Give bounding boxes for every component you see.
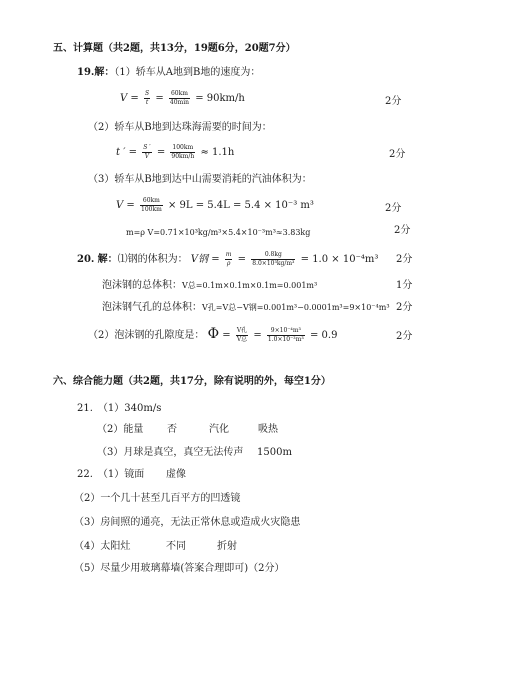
- q19-p3-frac: $\frac{60km}{100km}$: [141, 197, 162, 213]
- q22-line4a: （4）太阳灶: [74, 541, 131, 552]
- q19-p1-formula: [120, 90, 245, 107]
- q20-p2-result: = 0.9: [309, 330, 338, 341]
- q19-p3-formula: [116, 197, 314, 214]
- q20-p2-text: （2）泡沫钢的孔隙度是：: [88, 330, 205, 341]
- q20-p1-frac-mrho: $\frac{m}{\rho}$: [225, 251, 232, 267]
- q20-p1-vsym: V钢: [190, 254, 209, 265]
- q19-p1-eq1: =: [130, 93, 139, 104]
- q22-line2: （2）一个几十甚至几百平方的凹透镜: [74, 493, 241, 504]
- q22-line1a: 22. （1）镜面: [77, 469, 145, 480]
- q20-part1: [77, 251, 378, 268]
- q19-p2-result: ≈ 1.1h: [200, 147, 235, 158]
- q20-pore-total-expr: V孔=V总−V钢=0.001m³−0.0001m³=9×10⁻⁴m³: [202, 303, 390, 312]
- q20-p2-eq2: =: [253, 330, 262, 341]
- q22-line5: （5）尽量少用玻璃幕墙(答案合理即可)（2分）: [74, 563, 285, 574]
- q19-p3-points: 2分: [385, 203, 402, 214]
- q20-foam-total: [102, 279, 317, 293]
- q19-p1-eq2: =: [155, 93, 164, 104]
- q19-p1-result: = 90km/h: [195, 93, 245, 104]
- q21-line2c: 汽化: [209, 424, 229, 435]
- q22-line3: （3）房间照的通亮，无法正常休息或造成火灾隐患: [74, 517, 301, 528]
- q20-part2: [88, 327, 337, 344]
- q20-p1-text: ⑴钢的体积为：: [117, 254, 188, 265]
- q20-pore-total-points: 2分: [396, 302, 413, 313]
- q19-p2-eq2: =: [156, 147, 166, 158]
- q19-p1-frac-st: $\frac{S}{t}$: [145, 90, 150, 106]
- q20-p2-points: 2分: [396, 331, 413, 342]
- q22-line4b: 不同: [166, 541, 186, 552]
- q19-p2-intro: （2）轿车从B地到达珠海需要的时间为：: [88, 122, 272, 133]
- section-6-heading: 六、综合能力题（共2题，共17分，除有说明的外，每空1分）: [53, 376, 331, 387]
- q19-p3-intro: （3）轿车从B地到达中山需要消耗的汽油体积为：: [88, 174, 312, 185]
- q20-p1-eq2: =: [237, 254, 247, 265]
- q19-p3-mass: m=ρ V=0.71×10³kg/m³×5.4×10⁻³m³≈3.83kg: [126, 228, 311, 237]
- q20-p2-frac-ratio: $\frac{\text{V孔}}{\text{V总}}$: [236, 327, 248, 343]
- q19-p1-frac-values: $\frac{60km}{40\min}$: [169, 90, 189, 106]
- q19-p3-v: V: [116, 200, 124, 211]
- q21-line1: 21. （1）340m/s: [77, 403, 162, 414]
- q19-p2-formula: [116, 144, 234, 161]
- section-5-heading: 五、计算题（共2题，共13分，19题6分，20题7分）: [53, 43, 296, 54]
- q19-part1-intro: [77, 66, 260, 80]
- q20-foam-total-expr: V总=0.1m×0.1m×0.1m=0.001m³: [182, 281, 318, 290]
- q20-jie: 解：: [97, 254, 118, 265]
- q20-p1-result: = 1.0 × 10⁻⁴m³: [300, 254, 379, 265]
- q21-line2d: 吸热: [258, 424, 278, 435]
- q19-jie: 解：: [94, 67, 115, 78]
- q21-line2a: （2）能量: [97, 424, 144, 435]
- q19-p2-t: t ′: [116, 147, 126, 158]
- q20-p1-points: 2分: [396, 254, 413, 265]
- q19-p3-result: × 9L = 5.4L = 5.4 × 10⁻³ m³: [167, 200, 314, 211]
- q20-pore-total: [102, 301, 390, 315]
- q19-p1-v: V: [120, 93, 128, 104]
- q21-line2b: 否: [167, 424, 177, 435]
- q19-p2-points: 2分: [389, 149, 406, 160]
- q22-line1b: 虚像: [166, 469, 186, 480]
- q20-foam-total-text: 泡沫钢的总体积：: [102, 280, 182, 291]
- q20-p2-phi: Φ: [207, 326, 220, 342]
- q19-p3-eq: =: [126, 200, 135, 211]
- q19-p1-text: （1）轿车从A地到B地的速度为：: [114, 67, 261, 78]
- q19-p3-mass-points: 2分: [394, 225, 411, 236]
- q20-p2-eq1: =: [222, 330, 231, 341]
- q20-foam-total-points: 1分: [396, 280, 413, 291]
- q22-line4c: 折射: [217, 541, 237, 552]
- q20-p1-eq1: =: [211, 254, 220, 265]
- q20-p1-frac-values: $\frac{0.8kg}{\text{8.0×10³kg/m³}}$: [252, 251, 295, 267]
- q21-line3b: 1500m: [257, 447, 292, 458]
- q19-p2-frac-sv: $\frac{S '}{V}$: [143, 144, 151, 160]
- q21-line3a: （3）月球是真空，真空无法传声: [97, 447, 244, 458]
- q19-p1-points: 2分: [385, 96, 402, 107]
- q20-pore-total-text: 泡沫钢气孔的总体积：: [102, 302, 202, 313]
- q19-label: 19.: [77, 67, 95, 78]
- q20-p2-frac-values: $\frac{\text{9×10⁻⁴m³}}{\text{1.0×10⁻³m³}}$: [267, 327, 304, 343]
- q19-p2-eq1: =: [128, 147, 138, 158]
- q19-p2-frac-values: $\frac{100km}{90km/h}$: [171, 144, 195, 160]
- q20-label: 20.: [77, 254, 95, 265]
